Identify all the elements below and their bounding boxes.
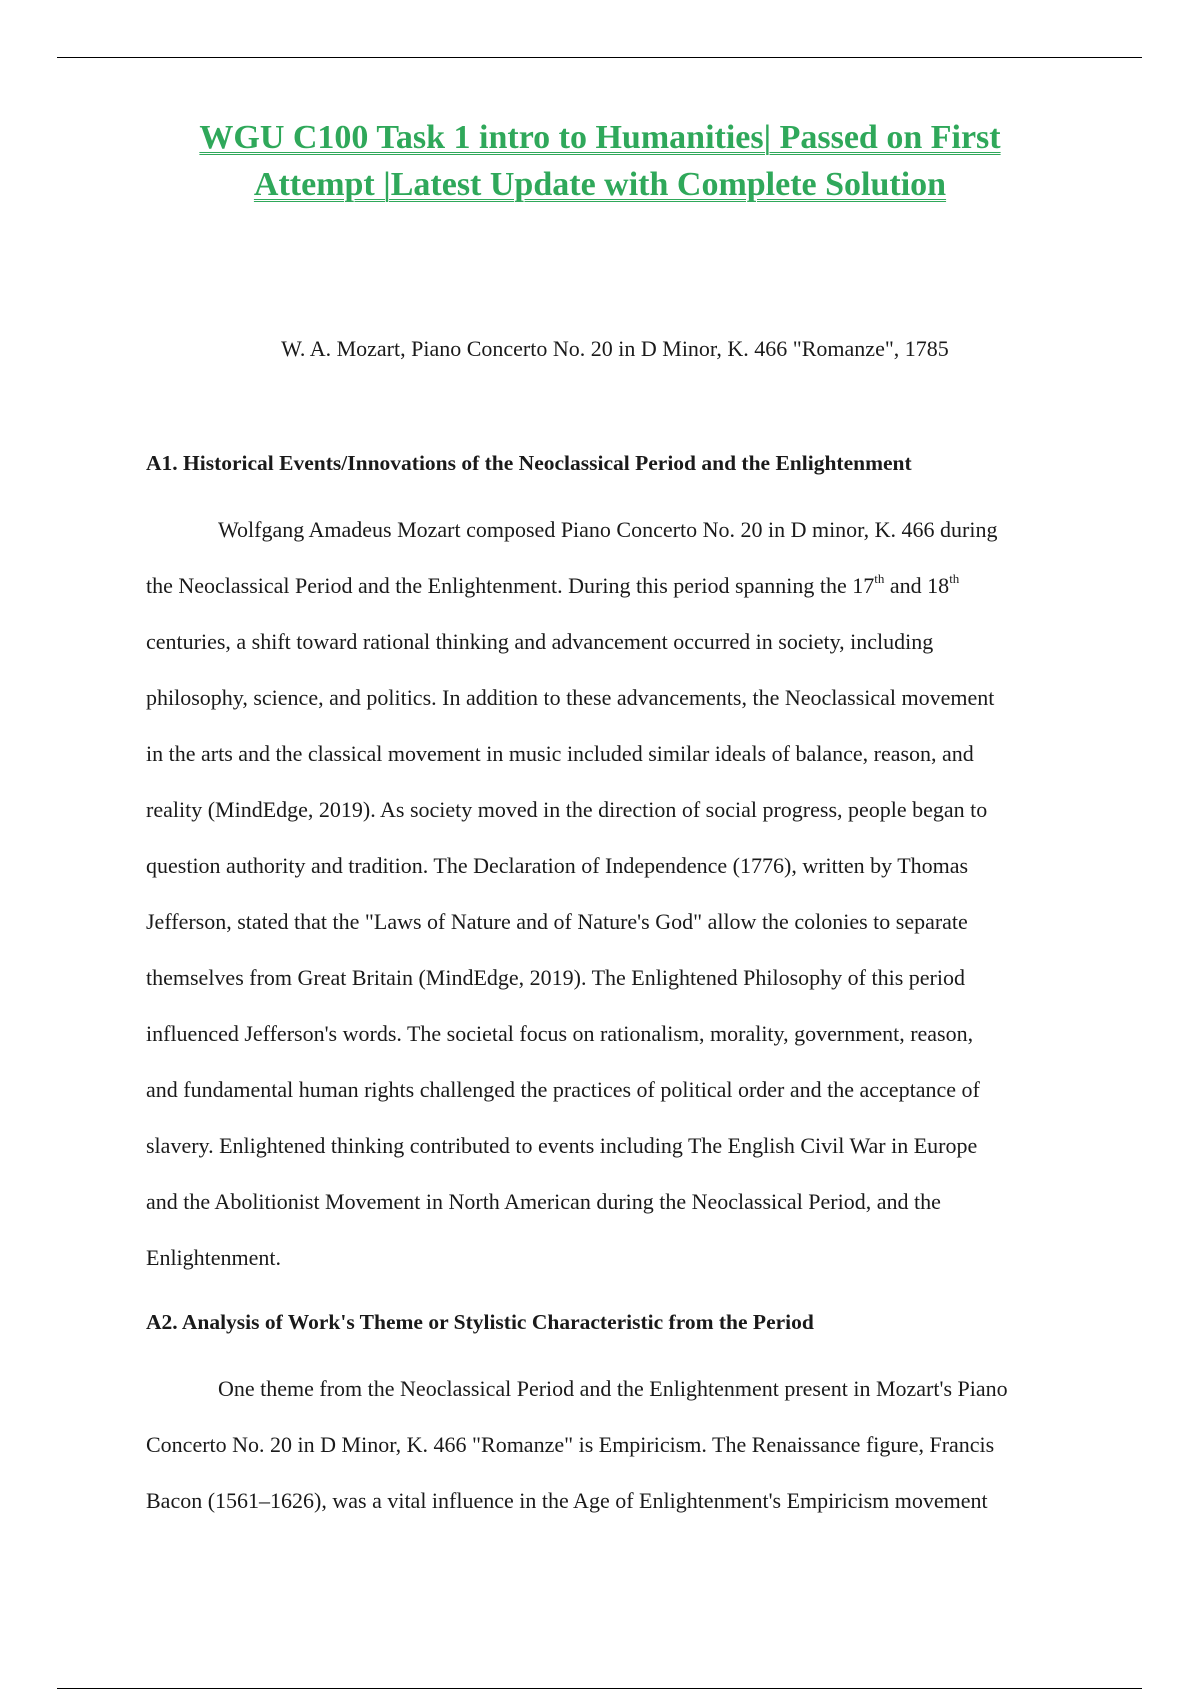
paragraph-line: [146, 558, 1086, 614]
paragraph-line: slavery. Enlightened thinking contributed to events including The English Civil War in Europe: [146, 1133, 978, 1158]
paragraph-line: One theme from the Neoclassical Period and the Enlightenment present in Mozart's Piano: [218, 1376, 1008, 1401]
paragraph-line: centuries, a shift toward rational thinking and advancement occurred in society, including: [146, 629, 934, 654]
section-a2-heading: A2. Analysis of Work's Theme or Stylistic Characteristic from the Period: [146, 1310, 814, 1334]
paragraph-line: and the Abolitionist Movement in North American during the Neoclassical Period, and the: [146, 1189, 941, 1214]
paragraph-line: Concerto No. 20 in D Minor, K. 466 "Romanze" is Empiricism. The Renaissance figure, Francis: [146, 1432, 995, 1457]
paragraph-line: question authority and tradition. The Declaration of Independence (1776), written by Thomas: [146, 853, 969, 878]
document-subtitle: W. A. Mozart, Piano Concerto No. 20 in D Minor, K. 466 "Romanze", 1785: [281, 336, 949, 361]
superscript: th: [874, 570, 885, 586]
section-a1-heading: A1. Historical Events/Innovations of the Neoclassical Period and the Enlightenment: [146, 451, 912, 475]
paragraph-line: Enlightenment.: [146, 1245, 282, 1270]
paragraph-line: Wolfgang Amadeus Mozart composed Piano Concerto No. 20 in D minor, K. 466 during: [218, 517, 998, 542]
paragraph-line: reality (MindEdge, 2019). As society moved in the direction of social progress, people began to: [146, 797, 988, 822]
section-a1-paragraph: [146, 502, 1086, 1286]
bottom-rule: [57, 1688, 1142, 1689]
document-title: [140, 114, 1060, 208]
paragraph-line: influenced Jefferson's words. The societal focus on rationalism, morality, government, reason,: [146, 1021, 974, 1046]
paragraph-line: and fundamental human rights challenged the practices of political order and the acceptance of: [146, 1077, 980, 1102]
title-line-1: WGU C100 Task 1 intro to Humanities| Passed on First: [199, 119, 1001, 156]
line-text: the Neoclassical Period and the Enlightenment. During this period spanning the 17: [146, 573, 875, 598]
section-a2-paragraph: [146, 1361, 1086, 1529]
top-rule: [57, 57, 1142, 58]
superscript: th: [949, 570, 960, 586]
paragraph-line: Jefferson, stated that the "Laws of Nature and of Nature's God" allow the colonies to separate: [146, 909, 968, 934]
paragraph-line: in the arts and the classical movement in music included similar ideals of balance, reason, and: [146, 741, 974, 766]
paragraph-line: themselves from Great Britain (MindEdge, 2019). The Enlightened Philosophy of this period: [146, 965, 965, 990]
line-text: and 18: [884, 573, 950, 598]
title-line-2: Attempt |Latest Update with Complete Solution: [253, 166, 947, 203]
paragraph-line: philosophy, science, and politics. In addition to these advancements, the Neoclassical movement: [146, 685, 995, 710]
paragraph-line: Bacon (1561–1626), was a vital influence in the Age of Enlightenment's Empiricism movement: [146, 1488, 988, 1513]
